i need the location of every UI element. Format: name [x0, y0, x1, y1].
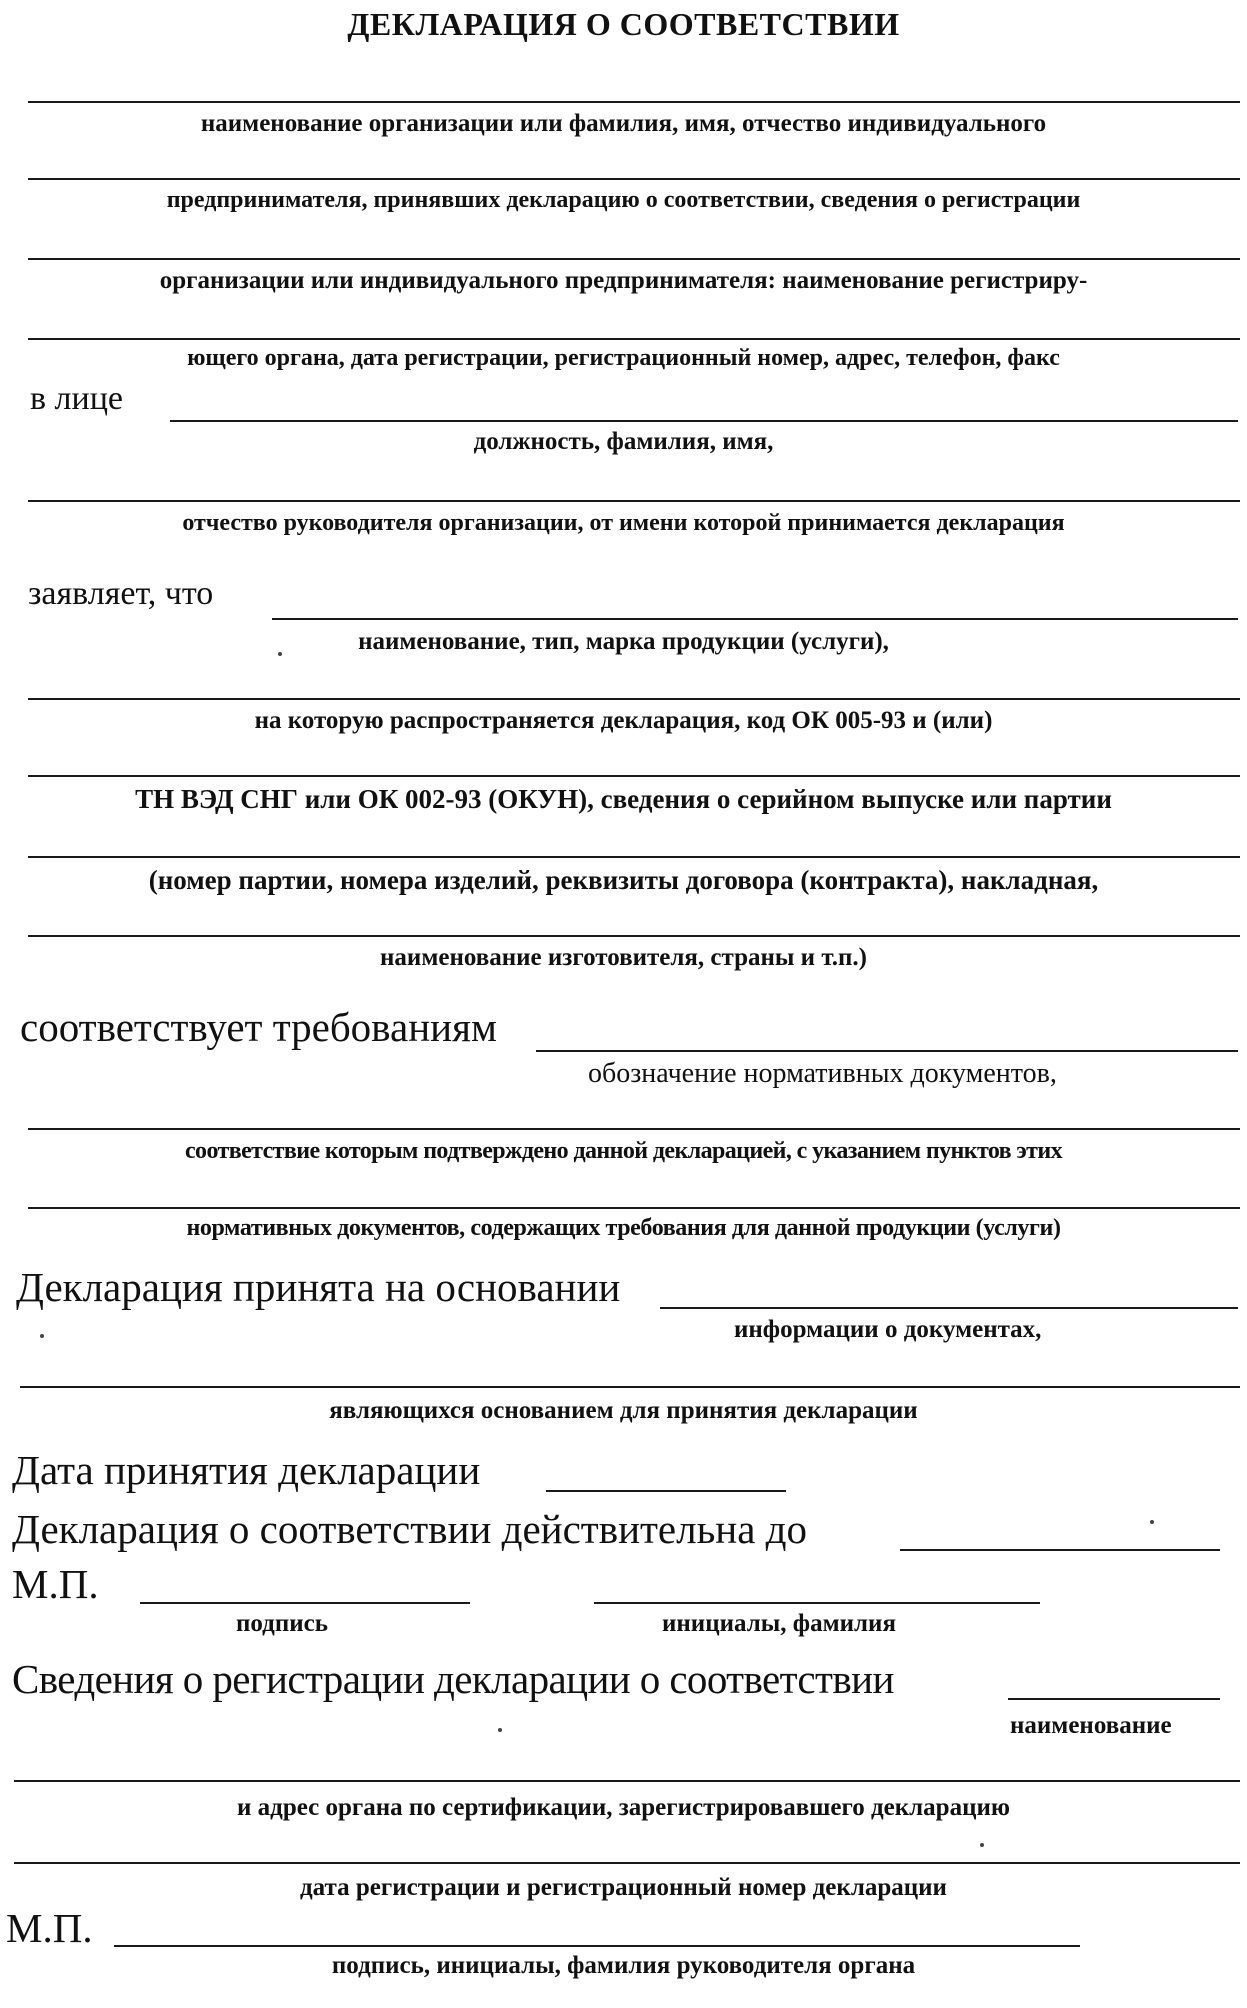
registration-line-2[interactable]	[14, 1780, 1240, 1782]
org-line-3[interactable]	[28, 258, 1240, 260]
registration-caption-3: дата регистрации и регистрационный номер декларации	[300, 1874, 947, 1901]
declares-line[interactable]	[272, 618, 1238, 620]
conforms-caption-2: соответствие которым подтверждено данной декларацией, с указанием пунктов этих	[185, 1138, 1062, 1164]
org-caption-1: наименование организации или фамилия, имя, отчество индивидуального	[200, 110, 1047, 137]
scan-speck	[40, 1334, 44, 1338]
registration-caption-2: и адрес органа по сертификации, зарегистрировавшего декларацию	[237, 1794, 1010, 1821]
final-signature-caption: подпись, инициалы, фамилия руководителя органа	[331, 1952, 916, 1979]
scan-speck	[498, 1728, 502, 1732]
declares-line-4[interactable]	[28, 856, 1240, 858]
in-person-label: в лице	[30, 380, 124, 417]
in-person-caption-1: должность, фамилия, имя,	[473, 428, 774, 455]
registration-line-3[interactable]	[14, 1862, 1240, 1864]
signature-line[interactable]	[140, 1602, 470, 1604]
declares-caption-3: ТН ВЭД СНГ или ОК 002-93 (ОКУН), сведения о серийном выпуске или партии	[135, 784, 1112, 814]
signature-caption: подпись	[236, 1610, 328, 1637]
name-line[interactable]	[594, 1602, 1040, 1604]
document-title: ДЕКЛАРАЦИЯ О СООТВЕТСТВИИ	[347, 6, 900, 42]
org-line-2[interactable]	[28, 178, 1240, 180]
registration-caption-1: наименование	[1010, 1712, 1172, 1739]
org-caption-2: предпринимателя, принявших декларацию о соответствии, сведения о регистрации	[166, 187, 1081, 213]
scan-speck	[980, 1843, 984, 1847]
basis-line[interactable]	[660, 1307, 1238, 1309]
valid-until-label: Декларация о соответствии действительна до	[12, 1506, 808, 1552]
seal-label: М.П.	[12, 1561, 99, 1607]
declares-line-3[interactable]	[28, 775, 1240, 777]
in-person-line[interactable]	[170, 420, 1238, 422]
registration-line[interactable]	[1008, 1698, 1220, 1700]
org-caption-4: ющего органа, дата регистрации, регистрационный номер, адрес, телефон, факс	[187, 345, 1060, 371]
conforms-line[interactable]	[536, 1050, 1238, 1052]
in-person-line-2[interactable]	[28, 500, 1240, 502]
final-seal-label: М.П.	[6, 1905, 93, 1951]
org-caption-3: организации или индивидуального предпринимателя: наименование регистриру-	[159, 267, 1088, 294]
in-person-caption-2: отчество руководителя организации, от имени которой принимается декларация	[182, 510, 1065, 536]
org-line-4[interactable]	[28, 338, 1240, 340]
conforms-caption-3: нормативных документов, содержащих требования для данной продукции (услуги)	[186, 1215, 1061, 1241]
valid-until-line[interactable]	[900, 1549, 1220, 1551]
basis-caption-1: информации о документах,	[734, 1316, 1042, 1343]
conforms-caption-1: обозначение нормативных документов,	[588, 1058, 1057, 1089]
declares-label: заявляет, что	[28, 575, 214, 612]
org-line-1[interactable]	[28, 101, 1240, 103]
declares-line-2[interactable]	[28, 698, 1240, 700]
name-caption: инициалы, фамилия	[662, 1610, 896, 1637]
conforms-line-2[interactable]	[28, 1128, 1240, 1130]
conforms-line-3[interactable]	[28, 1207, 1240, 1209]
final-signature-line[interactable]	[114, 1945, 1080, 1947]
declares-caption-2: на которую распространяется декларация, код ОК 005-93 и (или)	[254, 707, 993, 734]
basis-caption-2: являющихся основанием для принятия декларации	[329, 1397, 918, 1424]
declares-caption-1: наименование, тип, марка продукции (услуги),	[358, 628, 889, 655]
basis-label: Декларация принята на основании	[16, 1264, 621, 1310]
scan-speck	[278, 652, 282, 656]
date-accepted-label: Дата принятия декларации	[12, 1447, 481, 1493]
declares-caption-5: наименование изготовителя, страны и т.п.)	[380, 944, 867, 971]
basis-line-2[interactable]	[20, 1386, 1240, 1388]
conforms-label: соответствует требованиям	[20, 1004, 497, 1050]
declares-line-5[interactable]	[28, 935, 1240, 937]
registration-label: Сведения о регистрации декларации о соответствии	[12, 1656, 894, 1702]
scan-speck	[1150, 1520, 1154, 1524]
declares-caption-4: (номер партии, номера изделий, реквизиты договора (контракта), накладная,	[148, 865, 1099, 895]
date-accepted-line[interactable]	[546, 1490, 786, 1492]
